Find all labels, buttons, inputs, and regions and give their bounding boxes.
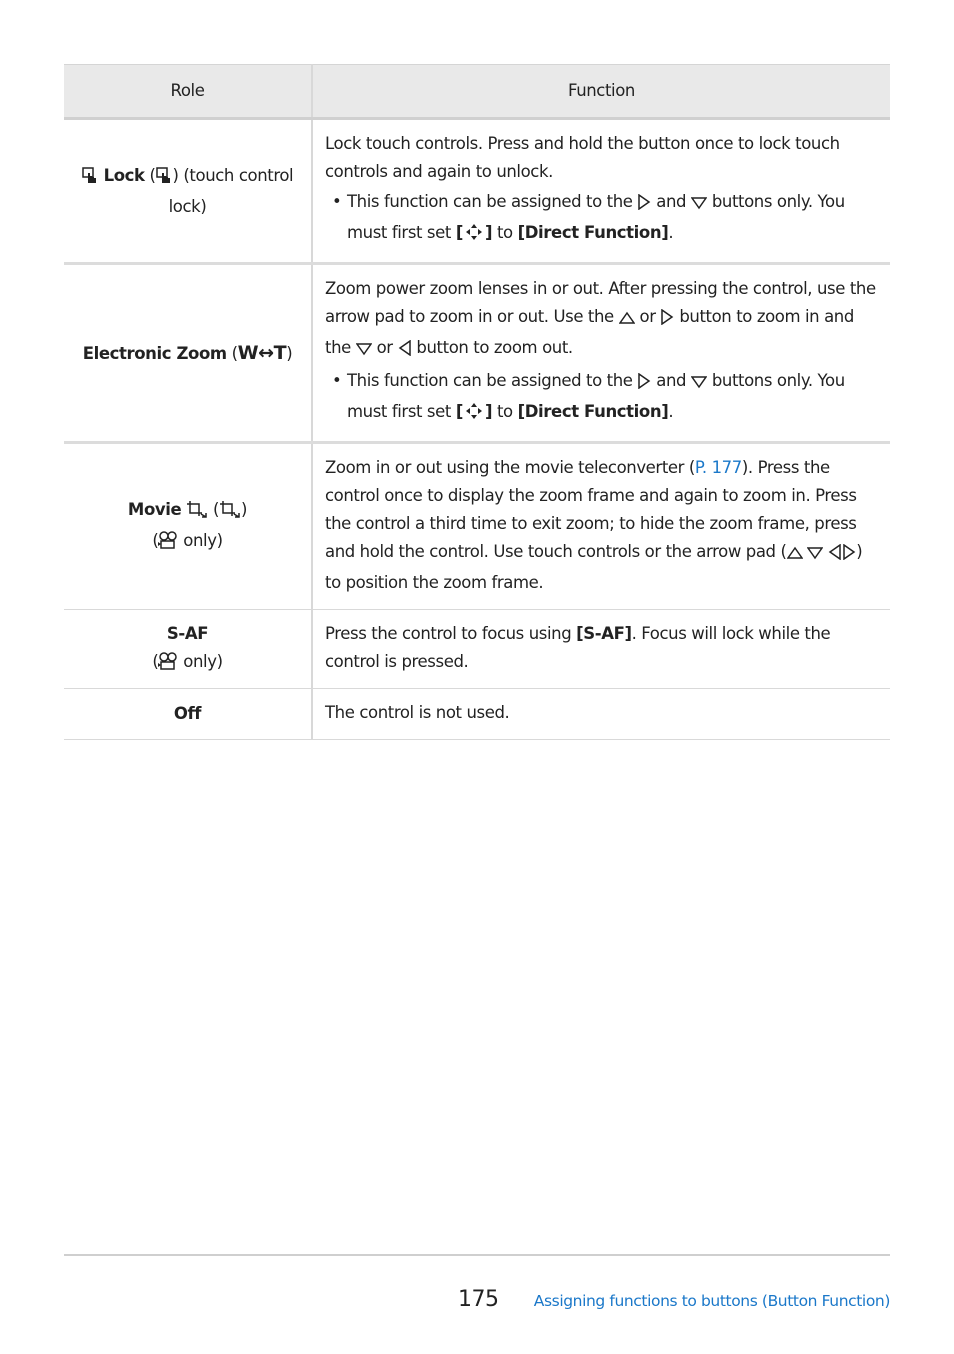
zoom-description: Zoom power zoom lenses in or out. After pressing the control, use the arrow pad to zoom in or out. Use the or button to zoom in and the or button to zoom out. bbox=[325, 275, 878, 365]
movie-teleconverter-icon bbox=[219, 499, 241, 527]
role-off-label: Off bbox=[173, 704, 202, 723]
table-row bbox=[64, 610, 890, 689]
right-triangle-icon bbox=[842, 541, 856, 569]
down-triangle-icon bbox=[691, 370, 707, 398]
table-row bbox=[64, 443, 890, 610]
footer-divider bbox=[64, 1254, 890, 1256]
down-triangle-icon bbox=[691, 191, 707, 219]
role-paren: ( bbox=[144, 165, 156, 185]
role-lock-label: Lock bbox=[103, 165, 145, 185]
role-zoom-label: Electronic Zoom bbox=[82, 343, 227, 363]
left-triangle-icon bbox=[828, 541, 842, 569]
role-function-table bbox=[64, 64, 890, 740]
touch-lock-icon bbox=[82, 165, 99, 193]
down-triangle-icon bbox=[807, 541, 823, 569]
right-triangle-icon bbox=[637, 191, 651, 219]
role-lock-rest: ) (touch control lock) bbox=[168, 165, 294, 216]
direct-function-setting: [Direct Function] bbox=[517, 402, 669, 421]
up-triangle-icon bbox=[787, 541, 803, 569]
role-cell-off bbox=[64, 689, 312, 740]
movie-camera-icon bbox=[158, 530, 178, 558]
function-cell-zoom bbox=[312, 264, 890, 443]
section-title-link[interactable]: Assigning functions to buttons (Button Function) bbox=[533, 1292, 890, 1310]
role-saf-label: S-AF bbox=[166, 623, 209, 643]
wt-zoom-glyph: W↔T bbox=[237, 341, 287, 364]
role-movie-label: Movie bbox=[127, 499, 182, 519]
page-reference-link[interactable]: P. 177 bbox=[694, 458, 742, 477]
direct-arrows-icon bbox=[463, 401, 485, 429]
table-row bbox=[64, 689, 890, 740]
function-cell-saf bbox=[312, 610, 890, 689]
touch-lock-icon bbox=[156, 165, 173, 193]
movie-teleconverter-icon bbox=[186, 499, 208, 527]
up-triangle-icon bbox=[619, 306, 635, 334]
left-triangle-icon bbox=[398, 337, 412, 365]
off-description: The control is not used. bbox=[325, 703, 510, 722]
role-cell-saf: S-AF ( only) bbox=[64, 610, 312, 689]
saf-description: Press the control to focus using [S-AF]. Focus will lock while the control is pressed. bbox=[325, 624, 831, 671]
lock-note: • This function can be assigned to the and buttons only. You must first set [ ] to [Direct Function]. bbox=[347, 188, 878, 250]
down-triangle-icon bbox=[356, 337, 372, 365]
function-cell-off bbox=[312, 689, 890, 740]
movie-camera-icon bbox=[158, 651, 178, 679]
table-header-row bbox=[64, 65, 890, 119]
zoom-note: • This function can be assigned to the and buttons only. You must first set [ ] to [Direct Function]. bbox=[347, 367, 878, 429]
role-cell-zoom: Electronic Zoom (W↔T) bbox=[64, 264, 312, 443]
table-row bbox=[64, 264, 890, 443]
table-row bbox=[64, 119, 890, 264]
lock-description: Lock touch controls. Press and hold the button once to lock touch controls and again to unlock. bbox=[325, 134, 840, 181]
direct-function-setting: [Direct Function] bbox=[517, 223, 669, 242]
right-triangle-icon bbox=[660, 306, 674, 334]
movie-description: Zoom in or out using the movie teleconverter (P. 177). Press the control once to display the zoom frame and again to zoom in. Press the control a third time to exit zoom; to hide the zoom frame, press and hold the control. Use touch controls or the arrow pad ( ) to position the zoom frame. bbox=[325, 458, 863, 592]
page-number: 175 bbox=[458, 1287, 499, 1312]
header-function: Function bbox=[312, 65, 890, 119]
header-role: Role bbox=[64, 65, 312, 119]
function-cell-movie bbox=[312, 443, 890, 610]
direct-arrows-icon bbox=[463, 222, 485, 250]
function-cell-lock bbox=[312, 119, 890, 264]
right-triangle-icon bbox=[637, 370, 651, 398]
role-cell-movie: Movie ( ) ( only) bbox=[64, 443, 312, 610]
role-cell-lock bbox=[64, 119, 312, 264]
